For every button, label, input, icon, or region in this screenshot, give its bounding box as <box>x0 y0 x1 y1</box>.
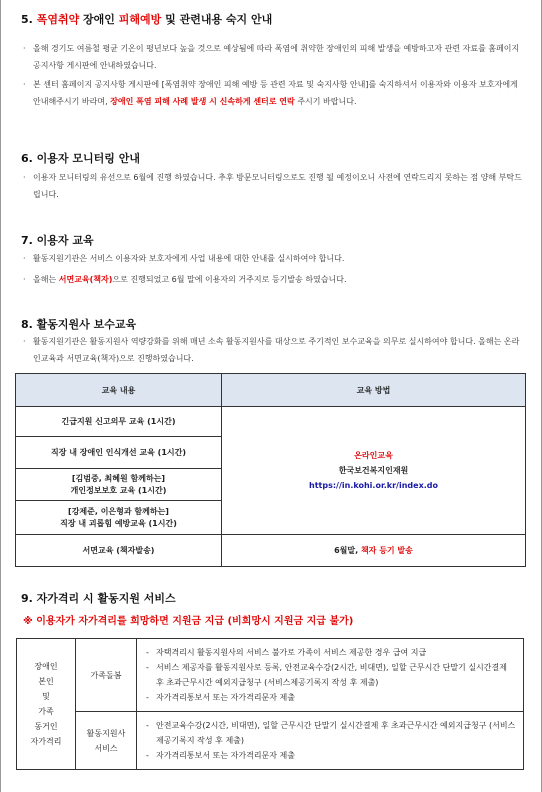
training-item: 긴급지원 신고의무 교육 (1시간) <box>16 407 222 437</box>
bullet-marker: · <box>23 254 26 263</box>
list-item: - 자가격리통보서 또는 자가격리문자 제출 <box>146 748 516 763</box>
list-item: - 서비스 제공자를 활동지원사로 등록, 안전교육수강(2시간, 비대면), 일할 근무시간 단말기 실시간결제 후 초과근무시간 예외지급청구 (서비스제공기록지 작성 후 제출) <box>146 660 516 690</box>
table-row <box>17 712 524 770</box>
header-training-method: 교육 방법 <box>222 374 526 407</box>
section-5-bullet-1 <box>23 40 523 74</box>
online-label: 온라인교육 <box>354 451 393 460</box>
section-7-bullet-1 <box>23 250 523 267</box>
bullet-text-emphasis: 장애인 폭염 피해 사례 발생 시 신속하게 센터로 연락 <box>110 97 295 106</box>
section-5-number: 5. <box>21 13 33 26</box>
section-6-bullet-1 <box>23 169 523 203</box>
bullet-marker: · <box>23 80 26 89</box>
training-item <box>16 469 222 501</box>
category-line: 가족 <box>38 707 54 716</box>
training-item: 서면교육 (책자발송) <box>16 535 222 567</box>
family-care-details <box>137 639 524 712</box>
section-5-title <box>21 11 272 27</box>
training-item <box>16 501 222 535</box>
assistant-service-details <box>137 712 524 770</box>
section-5-title-tail: 및 관련내용 숙지 안내 <box>165 13 273 26</box>
bullet-marker: · <box>23 44 26 53</box>
bullet-text-plain: 본 센터 홈페이지 공지사항 게시판에 [폭염취약 장애인 피해 예방 등 관련 자료 및 숙지사항 안내]를 숙지하셔서 이용자와 이용자 보호자에게 안내해주시기 바라며, <box>33 80 518 106</box>
bullet-marker: · <box>23 275 26 284</box>
section-6-title: 6. 이용자 모니터링 안내 <box>21 152 140 165</box>
bullet-text-emphasis: 서면교육(책자) <box>58 275 113 284</box>
category-line: 동거인 <box>34 722 58 731</box>
assistant-service-label <box>76 712 137 770</box>
bullet-text-tail: 주시기 바랍니다. <box>297 97 357 106</box>
bullet-marker: · <box>23 337 26 346</box>
training-item-line: 개인정보보호 교육 (1시간) <box>70 485 167 495</box>
self-quarantine-table <box>16 638 524 770</box>
section-9-notice: ※ 이용자가 자가격리를 희망하면 지원금 지급 (비희망시 지원금 지급 불가) <box>23 616 354 627</box>
category-line: 본인 <box>38 677 54 686</box>
written-method-cell <box>222 535 526 567</box>
bullet-text: 올해 경기도 여름철 평균 기온이 평년보다 높을 것으로 예상됨에 따라 폭염에 취약한 장애인의 피해 발생을 예방하고자 관련 자료를 홈페이지 공지사항 게시판에 안내하였습니다. <box>33 44 520 70</box>
table-row <box>16 407 526 437</box>
training-table-header <box>16 374 526 407</box>
section-7-bullet-2 <box>23 271 523 288</box>
list-item: - 자택격리시 활동지원사의 서비스 불가로 가족이 서비스 제공한 경우 급여 지급 <box>146 645 516 660</box>
category-line: 장애인 <box>34 662 58 671</box>
detail-list <box>138 640 522 710</box>
section-9-title: 9. 자가격리 시 활동지원 서비스 <box>21 592 176 605</box>
written-method-date: 6월말, <box>334 545 359 555</box>
training-item-line: [김범중, 최혜원 함께하는] <box>71 473 166 483</box>
row-label-line: 서비스 <box>94 743 118 753</box>
training-item: 직장 내 장애인 인식개선 교육 (1시간) <box>16 437 222 469</box>
section-5-title-highlight-1: 폭염취약 <box>36 13 80 26</box>
category-line: 및 <box>42 692 50 701</box>
family-care-label <box>76 639 137 712</box>
training-item-line: [강제준, 이은형과 함께하는] <box>68 506 169 516</box>
bullet-text: 활동지원기관은 활동지원사 역량강화를 위해 매년 소속 활동지원사를 대상으로 주기적인 보수교육을 의무로 실시하여야 합니다. 올해는 온라인교육과 서면교육(책자)으로 진행하였습니다. <box>33 337 520 363</box>
written-method-note: 책자 등기 발송 <box>360 545 413 555</box>
bullet-text <box>33 76 523 110</box>
section-8-title: 8. 활동지원사 보수교육 <box>21 318 137 331</box>
section-5-bullet-2 <box>23 76 523 110</box>
section-5-title-text: 장애인 <box>83 13 115 26</box>
table-row <box>17 639 524 712</box>
bullet-text: 이용자 모니터링의 유선으로 6월에 진행 하였습니다. 추후 방문모니터링으로도 진행 될 예정이오니 사전에 연락드리지 못하는 점 양해 부탁드립니다. <box>33 173 522 199</box>
bullet-text-tail: 으로 진행되었고 6월 말에 이용자의 거주지로 등기발송 하였습니다. <box>112 275 347 284</box>
list-item: - 자가격리통보서 또는 자가격리문자 제출 <box>146 690 516 705</box>
detail-list <box>138 713 522 768</box>
bullet-marker: · <box>23 173 26 182</box>
online-org: 한국보건복지인재원 <box>338 466 409 475</box>
section-7-title: 7. 이용자 교육 <box>21 234 94 247</box>
section-5-title-highlight-2: 피해예방 <box>118 13 162 26</box>
header-training-content: 교육 내용 <box>16 374 222 407</box>
online-method-cell <box>222 407 526 535</box>
list-item: - 안전교육수강(2시간, 비대면), 일할 근무시간 단말기 실시간결제 후 초과근무시간 예외지급청구 (서비스제공기록지 작성 후 제출) <box>146 718 516 748</box>
online-url-link[interactable]: https://in.kohi.or.kr/index.do <box>309 481 438 490</box>
row-label-line: 가족돌봄 <box>90 670 122 680</box>
quarantine-category-cell <box>17 639 76 770</box>
training-table <box>15 373 526 567</box>
section-8-bullet-1 <box>23 333 523 367</box>
category-line: 자가격리 <box>30 737 62 746</box>
bullet-text-plain: 올해는 <box>33 275 57 284</box>
table-row <box>16 535 526 567</box>
row-label-line: 활동지원사 <box>86 728 126 738</box>
bullet-text: 활동지원기관은 서비스 이용자와 보호자에게 사업 내용에 대한 안내를 실시하여야 합니다. <box>33 254 345 263</box>
training-item-line: 직장 내 괴롭힘 예방교육 (1시간) <box>60 518 177 528</box>
bullet-text <box>33 271 523 288</box>
